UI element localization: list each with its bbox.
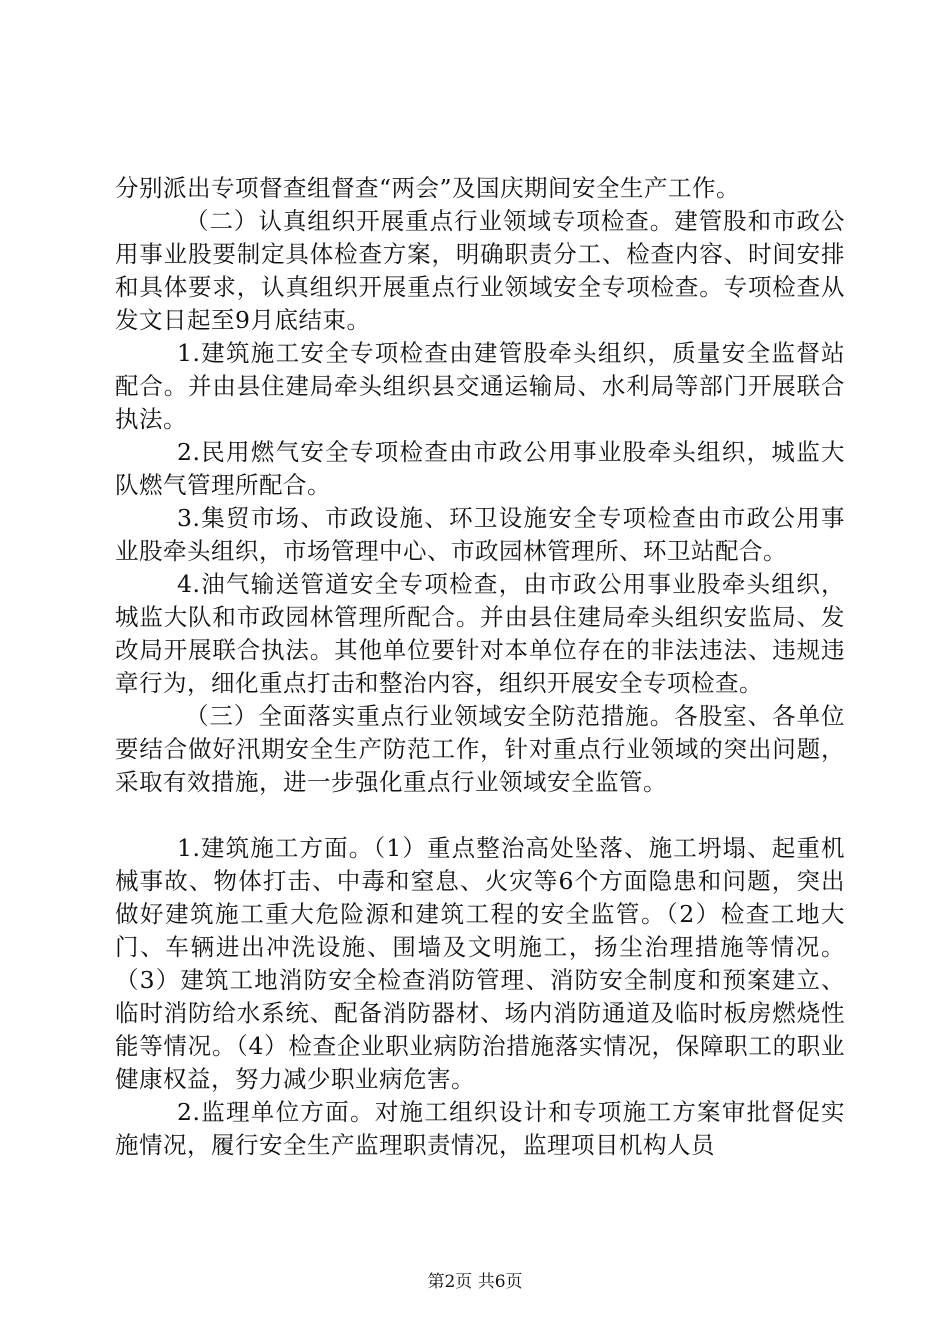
document-body [115, 172, 845, 1162]
page-number-footer: 第2页 共6页 [427, 1272, 523, 1292]
paragraph-supervision: 2.监理单位方面。对施工组织设计和专项施工方案审批督促实施情况，履行安全生产监理职责情况，监理项目机构人员 [115, 1098, 845, 1159]
paragraph-construction: 1.建筑施工方面。（1）重点整治高处坠落、施工坍塌、起重机械事故、物体打击、中毒和窒息、火灾等6个方面隐患和问题，突出做好建筑施工重大危险源和建筑工程的安全监管。（2）检查工地大门、车辆进出冲洗设施、围墙及文明施工，扬尘治理措施等情况。（3）建筑工地消防安全检查消防管理、消防安全制度和预案建立、临时消防给水系统、配备消防器材、场内消防通道及临时板房燃烧性能等情况。（4）检查企业职业病防治措施落实情况，保障职工的职业健康权益，努力减少职业病危害。 [115, 834, 845, 1093]
paragraph-item-2: 2.民用燃气安全专项检查由市政公用事业股牵头组织，城监大队燃气管理所配合。 [115, 438, 845, 499]
paragraph-gap [115, 799, 845, 832]
paragraph-section-2: （二）认真组织开展重点行业领域专项检查。建管股和市政公用事业股要制定具体检查方案，明确职责分工、检查内容、时间安排和具体要求，认真组织开展重点行业领域安全专项检查。专项检查从发文日起至9月底结束。 [115, 207, 845, 334]
paragraph-item-1: 1.建筑施工安全专项检查由建管股牵头组织，质量安全监督站配合。并由县住建局牵头组织县交通运输局、水利局等部门开展联合执法。 [115, 339, 845, 433]
paragraph-continuation: 分别派出专项督查组督查“两会”及国庆期间安全生产工作。 [115, 174, 741, 202]
paragraph-section-3: （三）全面落实重点行业领域安全防范措施。各股室、各单位要结合做好汛期安全生产防范工作，针对重点行业领域的突出问题，采取有效措施，进一步强化重点行业领域安全监管。 [115, 702, 845, 796]
paragraph-item-3: 3.集贸市场、市政设施、环卫设施安全专项检查由市政公用事业股牵头组织，市场管理中心、市政园林管理所、环卫站配合。 [115, 504, 845, 565]
paragraph-item-4: 4.油气输送管道安全专项检查，由市政公用事业股牵头组织，城监大队和市政园林管理所配合。并由县住建局牵头组织安监局、发改局开展联合执法。其他单位要针对本单位存在的非法违法、违规违章行为，细化重点打击和整治内容，组织开展安全专项检查。 [115, 570, 845, 697]
